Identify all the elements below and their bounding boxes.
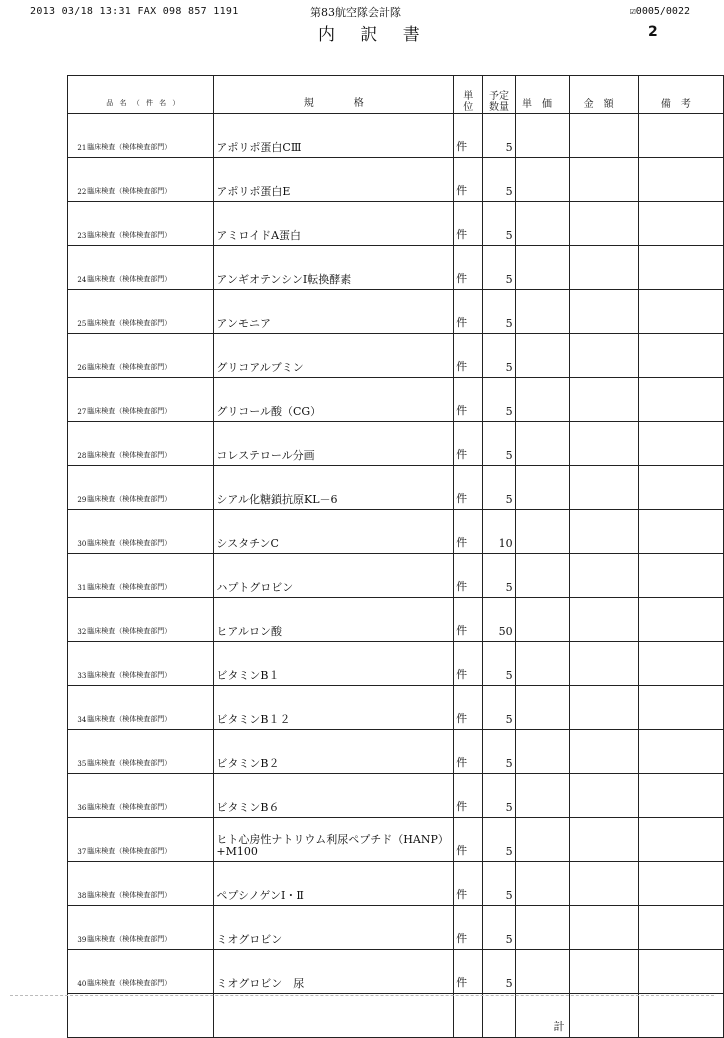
row-number: 22 [68,158,87,202]
row-item-name: 臨床検査（検体検査部門） [86,422,214,466]
table-row [68,906,724,950]
row-number: 33 [68,642,87,686]
row-quantity: 5 [483,334,515,378]
row-amount [569,950,638,994]
table-row [68,730,724,774]
row-quantity: 5 [483,158,515,202]
row-unit: 件 [454,510,483,554]
row-unit: 件 [454,466,483,510]
table-header-row [68,76,724,114]
row-number: 25 [68,290,87,334]
row-unit: 件 [454,906,483,950]
table-row [68,554,724,598]
row-number: 40 [68,950,87,994]
row-unit-price [515,202,569,246]
row-amount [569,510,638,554]
row-spec: アポリポ蛋白CⅢ [214,114,454,158]
row-remarks [638,554,723,598]
row-spec: ヒアルロン酸 [214,598,454,642]
row-spec: ハプトグロビン [214,554,454,598]
row-quantity: 5 [483,642,515,686]
row-unit: 件 [454,114,483,158]
row-unit: 件 [454,774,483,818]
row-number: 31 [68,554,87,598]
row-quantity: 5 [483,906,515,950]
row-remarks [638,246,723,290]
row-item-name: 臨床検査（検体検査部門） [86,334,214,378]
row-amount [569,730,638,774]
row-spec: ヒト心房性ナトリウム利尿ペプチド（HANP）+M100 [214,818,454,862]
row-quantity: 5 [483,730,515,774]
row-item-name: 臨床検査（検体検査部門） [86,730,214,774]
row-item-name: 臨床検査（検体検査部門） [86,246,214,290]
table-row [68,158,724,202]
row-quantity: 5 [483,378,515,422]
row-remarks [638,158,723,202]
row-amount [569,202,638,246]
total-unit-cell [454,994,483,1038]
row-spec: ミオグロビン [214,906,454,950]
row-spec: ミオグロビン 尿 [214,950,454,994]
row-unit-price [515,950,569,994]
row-unit-price [515,114,569,158]
header-unit-line2: 位 [463,102,474,113]
row-unit-price [515,378,569,422]
row-number: 34 [68,686,87,730]
row-remarks [638,466,723,510]
header-quantity [483,76,515,114]
total-no-cell [68,994,87,1038]
row-unit-price [515,730,569,774]
row-remarks [638,730,723,774]
row-amount [569,466,638,510]
row-number: 28 [68,422,87,466]
table-row [68,246,724,290]
total-spec-cell [214,994,454,1038]
row-amount [569,862,638,906]
row-amount [569,246,638,290]
row-amount [569,598,638,642]
row-unit-price [515,290,569,334]
row-unit: 件 [454,730,483,774]
row-unit: 件 [454,642,483,686]
header-no [68,76,87,114]
row-amount [569,422,638,466]
row-item-name: 臨床検査（検体検査部門） [86,378,214,422]
header-amount: 金額 [569,76,638,114]
row-item-name: 臨床検査（検体検査部門） [86,862,214,906]
row-item-name: 臨床検査（検体検査部門） [86,642,214,686]
row-item-name: 臨床検査（検体検査部門） [86,158,214,202]
table-row [68,950,724,994]
row-amount [569,290,638,334]
table-row [68,818,724,862]
row-unit: 件 [454,862,483,906]
row-item-name: 臨床検査（検体検査部門） [86,598,214,642]
row-quantity: 50 [483,598,515,642]
row-unit: 件 [454,158,483,202]
total-row [68,994,724,1038]
table-row [68,114,724,158]
row-quantity: 5 [483,114,515,158]
total-qty-cell [483,994,515,1038]
row-amount [569,818,638,862]
row-spec: アミロイドA蛋白 [214,202,454,246]
row-remarks [638,818,723,862]
row-number: 24 [68,246,87,290]
header-unit-price: 単価 [515,76,569,114]
table-row [68,334,724,378]
fax-transmission-header: 2013 03/18 13:31 FAX 098 857 1191 [30,6,239,17]
header-spec: 規格 [214,76,454,114]
row-item-name: 臨床検査（検体検査部門） [86,686,214,730]
row-remarks [638,774,723,818]
row-quantity: 5 [483,466,515,510]
table-row [68,202,724,246]
row-quantity: 5 [483,774,515,818]
breakdown-table-container [67,75,724,1038]
total-label: 計 [515,994,569,1038]
row-remarks [638,334,723,378]
row-item-name: 臨床検査（検体検査部門） [86,554,214,598]
row-number: 38 [68,862,87,906]
row-item-name: 臨床検査（検体検査部門） [86,950,214,994]
row-unit-price [515,334,569,378]
scan-edge-line [10,995,714,996]
row-amount [569,686,638,730]
table-row [68,378,724,422]
row-item-name: 臨床検査（検体検査部門） [86,906,214,950]
row-item-name: 臨床検査（検体検査部門） [86,466,214,510]
header-unit [454,76,483,114]
row-remarks [638,862,723,906]
row-number: 32 [68,598,87,642]
total-remarks-cell [638,994,723,1038]
row-remarks [638,686,723,730]
row-number: 30 [68,510,87,554]
breakdown-table [67,75,724,1038]
row-unit: 件 [454,202,483,246]
row-item-name: 臨床検査（検体検査部門） [86,510,214,554]
row-number: 27 [68,378,87,422]
row-amount [569,334,638,378]
row-item-name: 臨床検査（検体検査部門） [86,290,214,334]
row-remarks [638,378,723,422]
row-unit-price [515,246,569,290]
row-unit: 件 [454,686,483,730]
row-number: 35 [68,730,87,774]
row-spec: シスタチンC [214,510,454,554]
row-remarks [638,290,723,334]
row-spec: ビタミンB１ [214,642,454,686]
row-amount [569,378,638,422]
row-unit-price [515,510,569,554]
row-amount [569,642,638,686]
row-spec: シアル化糖鎖抗原KL－6 [214,466,454,510]
row-spec: グリコール酸（CG） [214,378,454,422]
row-unit: 件 [454,378,483,422]
row-remarks [638,598,723,642]
row-unit-price [515,774,569,818]
row-item-name: 臨床検査（検体検査部門） [86,818,214,862]
row-number: 26 [68,334,87,378]
row-amount [569,114,638,158]
row-quantity: 5 [483,950,515,994]
fax-page-counter: ☑0005/0022 [629,6,690,17]
row-unit: 件 [454,334,483,378]
row-quantity: 5 [483,862,515,906]
row-number: 29 [68,466,87,510]
row-spec: コレステロール分画 [214,422,454,466]
row-amount [569,774,638,818]
row-unit-price [515,422,569,466]
row-quantity: 5 [483,686,515,730]
header-qty-line2: 数量 [488,102,509,113]
row-remarks [638,510,723,554]
row-unit-price [515,554,569,598]
table-row [68,642,724,686]
row-number: 39 [68,906,87,950]
page-number: 2 [648,24,658,40]
row-unit-price [515,642,569,686]
row-unit: 件 [454,950,483,994]
row-unit-price [515,466,569,510]
table-row [68,598,724,642]
row-spec: アンモニア [214,290,454,334]
header-unit-line1: 単 [463,91,474,102]
table-row [68,774,724,818]
row-quantity: 10 [483,510,515,554]
row-spec: ビタミンB６ [214,774,454,818]
total-name-cell [86,994,214,1038]
table-row [68,422,724,466]
row-spec: アポリポ蛋白E [214,158,454,202]
row-remarks [638,422,723,466]
row-quantity: 5 [483,202,515,246]
row-unit-price [515,906,569,950]
row-spec: グリコアルブミン [214,334,454,378]
row-unit: 件 [454,246,483,290]
row-number: 36 [68,774,87,818]
table-row [68,862,724,906]
row-unit-price [515,686,569,730]
row-quantity: 5 [483,422,515,466]
header-item-name: 品 名 （ 件 名 ） [86,76,214,114]
header-remarks: 備考 [638,76,723,114]
row-unit: 件 [454,422,483,466]
row-unit: 件 [454,598,483,642]
row-unit-price [515,598,569,642]
row-amount [569,554,638,598]
table-row [68,686,724,730]
row-amount [569,906,638,950]
table-row [68,466,724,510]
row-quantity: 5 [483,246,515,290]
row-unit-price [515,862,569,906]
row-item-name: 臨床検査（検体検査部門） [86,114,214,158]
row-number: 23 [68,202,87,246]
row-remarks [638,202,723,246]
row-spec: アンギオテンシンⅠ転換酵素 [214,246,454,290]
row-quantity: 5 [483,554,515,598]
row-unit-price [515,158,569,202]
document-title: 内 訳 書 [318,25,430,45]
row-quantity: 5 [483,290,515,334]
row-spec: ペプシノゲンⅠ・Ⅱ [214,862,454,906]
table-row [68,290,724,334]
row-remarks [638,906,723,950]
total-amount-cell [569,994,638,1038]
table-row [68,510,724,554]
sender-name: 第83航空隊会計隊 [310,6,401,19]
row-unit: 件 [454,290,483,334]
row-unit: 件 [454,554,483,598]
row-number: 21 [68,114,87,158]
row-remarks [638,642,723,686]
row-remarks [638,114,723,158]
header-qty-line1: 予定 [488,91,509,102]
row-item-name: 臨床検査（検体検査部門） [86,202,214,246]
row-remarks [638,950,723,994]
row-number: 37 [68,818,87,862]
row-spec: ビタミンB２ [214,730,454,774]
row-unit-price [515,818,569,862]
row-item-name: 臨床検査（検体検査部門） [86,774,214,818]
row-quantity: 5 [483,818,515,862]
row-unit: 件 [454,818,483,862]
row-amount [569,158,638,202]
row-spec: ビタミンB１２ [214,686,454,730]
